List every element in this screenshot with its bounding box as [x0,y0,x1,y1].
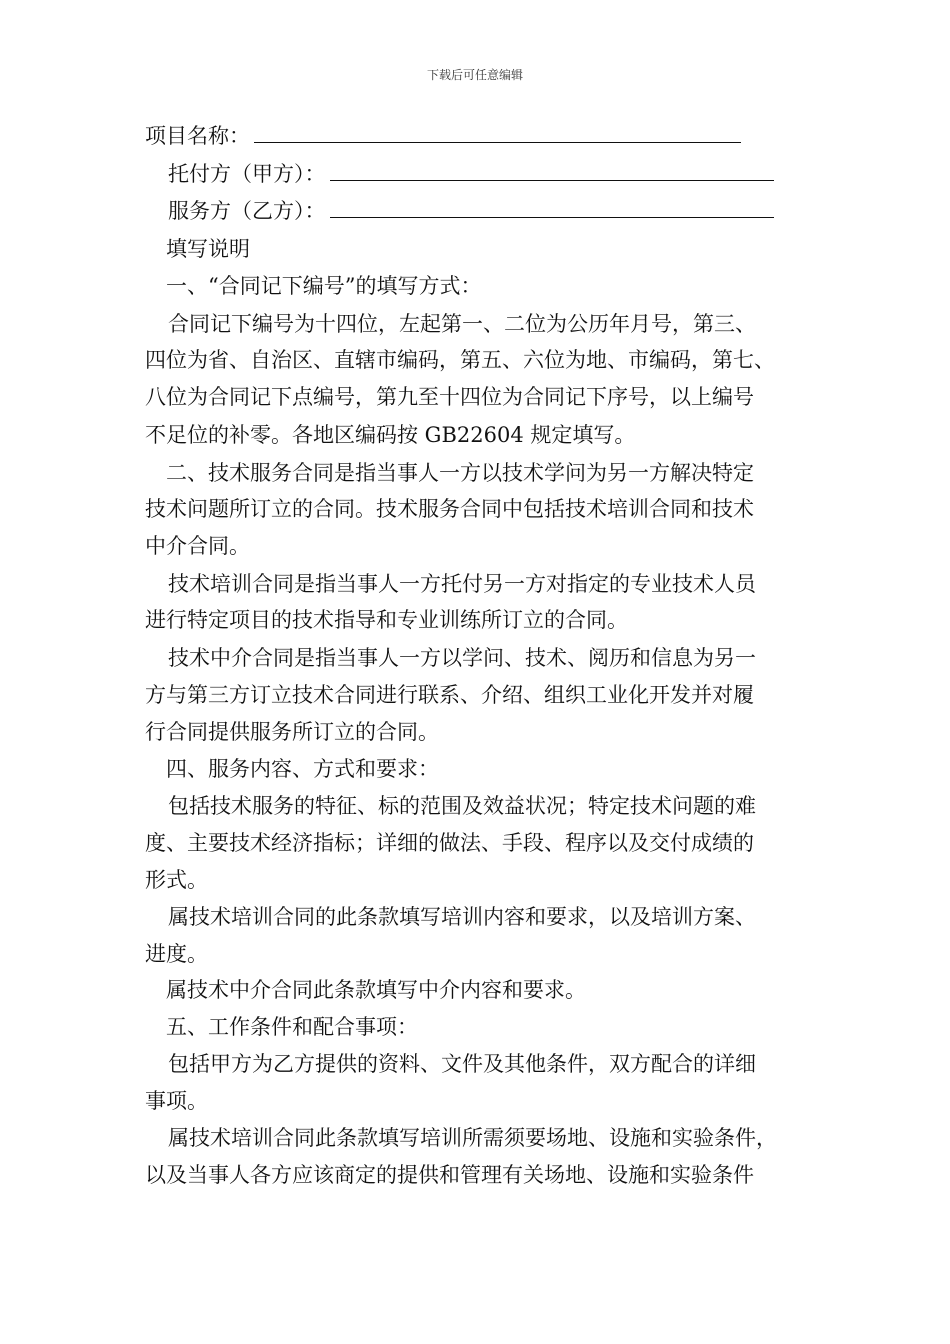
paragraph-line: 事项。 [145,1089,208,1113]
paragraph-line: 以及当事人各方应该商定的提供和管理有关场地、设施和实验条件 [145,1163,754,1187]
paragraph-line: 中介合同。 [145,534,250,558]
paragraph-line: 技术中介合同是指当事人一方以学问、技术、阅历和信息为另一 [168,646,756,670]
client-blank[interactable] [330,156,774,181]
provider-blank[interactable] [330,193,774,218]
project-name-row [145,118,810,154]
paragraph-line: 方与第三方订立技术合同进行联系、介绍、组织工业化开发并对履 [145,683,754,707]
paragraph-line: 进度。 [145,942,208,966]
paragraph-line: 四位为省、自治区、直辖市编码，第五、六位为地、市编码，第七、 [145,348,775,372]
client-label: 托付方（甲方）： [168,162,326,186]
paragraph-line: 行合同提供服务所订立的合同。 [145,720,439,744]
provider-label: 服务方（乙方）： [168,199,326,223]
paragraph-line: 不足位的补零。各地区编码按 GB22604 规定填写。 [145,423,636,447]
project-name-blank[interactable] [254,118,741,143]
paragraph-line: 形式。 [145,868,208,892]
paragraph-line: 属技术培训合同此条款填写培训所需须要场地、设施和实验条件， [168,1126,777,1150]
section-heading: 五、工作条件和配合事项： [166,1015,418,1039]
page-header: 下载后可任意编辑 [426,68,523,82]
provider-row [168,193,808,229]
section-heading: 一、“合同记下编号”的填写方式： [166,274,482,298]
paragraph-line: 技术培训合同是指当事人一方托付另一方对指定的专业技术人员 [168,572,756,596]
paragraph-line: 度、主要技术经济指标；详细的做法、手段、程序以及交付成绩的 [145,831,754,855]
paragraph-line: 技术问题所订立的合同。技术服务合同中包括技术培训合同和技术 [145,497,754,521]
paragraph-line: 合同记下编号为十四位，左起第一、二位为公历年月号，第三、 [168,312,756,336]
paragraph-line: 包括技术服务的特征、标的范围及效益状况；特定技术问题的难 [168,794,756,818]
paragraph-line: 包括甲方为乙方提供的资料、文件及其他条件，双方配合的详细 [168,1052,756,1076]
instructions-heading: 填写说明 [166,237,250,261]
paragraph-line: 属技术培训合同的此条款填写培训内容和要求，以及培训方案、 [168,905,756,929]
section-heading: 四、服务内容、方式和要求： [166,757,439,781]
project-name-label: 项目名称： [145,124,250,148]
paragraph-line: 属技术中介合同此条款填写中介内容和要求。 [166,978,586,1002]
paragraph-line: 二、技术服务合同是指当事人一方以技术学问为另一方解决特定 [166,461,754,485]
paragraph-line: 进行特定项目的技术指导和专业训练所订立的合同。 [145,608,628,632]
paragraph-line: 八位为合同记下点编号，第九至十四位为合同记下序号，以上编号 [145,385,754,409]
client-row [168,156,808,192]
